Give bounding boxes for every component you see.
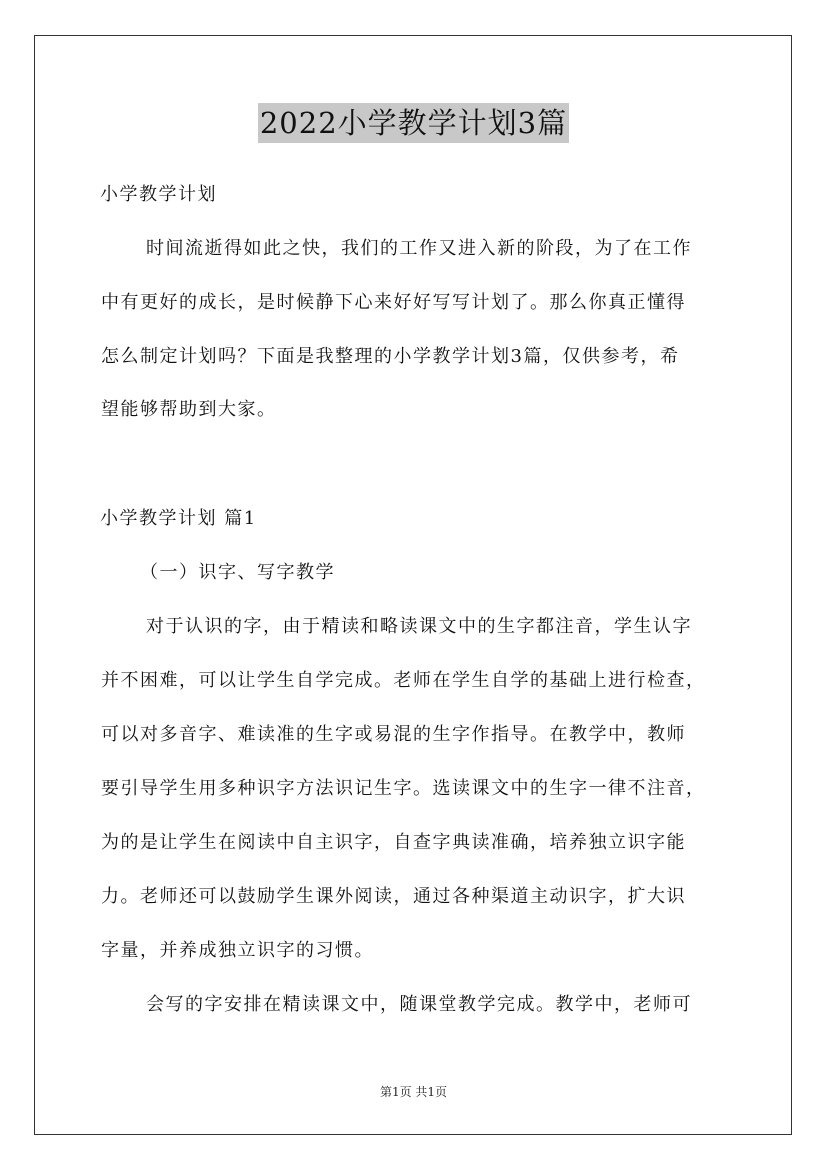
- para2-line-1: 会写的字安排在精读课文中，随课堂教学完成。教学中，老师可: [146, 994, 692, 1015]
- para1-line-4: 要引导学生用多种识字方法识记生字。选读课文中的生字一律不注音，: [101, 778, 706, 799]
- intro-heading: 小学教学计划: [100, 184, 217, 205]
- para1-line-2: 并不困难，可以让学生自学完成。老师在学生自学的基础上进行检查，: [101, 670, 706, 691]
- para1-line-6: 力。老师还可以鼓励学生课外阅读，通过各种渠道主动识字，扩大识: [101, 886, 686, 907]
- intro-line-4: 望能够帮助到大家。: [101, 399, 277, 420]
- document-title: 2022小学教学计划3篇: [258, 103, 569, 143]
- section-heading: 小学教学计划 篇1: [100, 508, 257, 529]
- para1-line-3: 可以对多音字、难读准的生字或易混的生字作指导。在教学中，教师: [101, 724, 686, 745]
- intro-line-2: 中有更好的成长，是时候静下心来好好写写计划了。那么你真正懂得: [101, 292, 686, 313]
- subheading: （一）识字、写字教学: [140, 562, 335, 583]
- para1-line-5: 为的是让学生在阅读中自主识字，自查字典读准确，培养独立识字能: [101, 832, 686, 853]
- intro-line-1: 时间流逝得如此之快，我们的工作又进入新的阶段，为了在工作: [146, 238, 692, 259]
- para1-line-1: 对于认识的字，由于精读和略读课文中的生字都注音，学生认字: [146, 616, 692, 637]
- para1-line-7: 字量，并养成独立识字的习惯。: [101, 940, 374, 961]
- page-footer: 第1页 共1页: [379, 1085, 448, 1099]
- title-container: [0, 103, 827, 143]
- intro-line-3: 怎么制定计划吗？下面是我整理的小学教学计划3篇，仅供参考，希: [101, 346, 680, 367]
